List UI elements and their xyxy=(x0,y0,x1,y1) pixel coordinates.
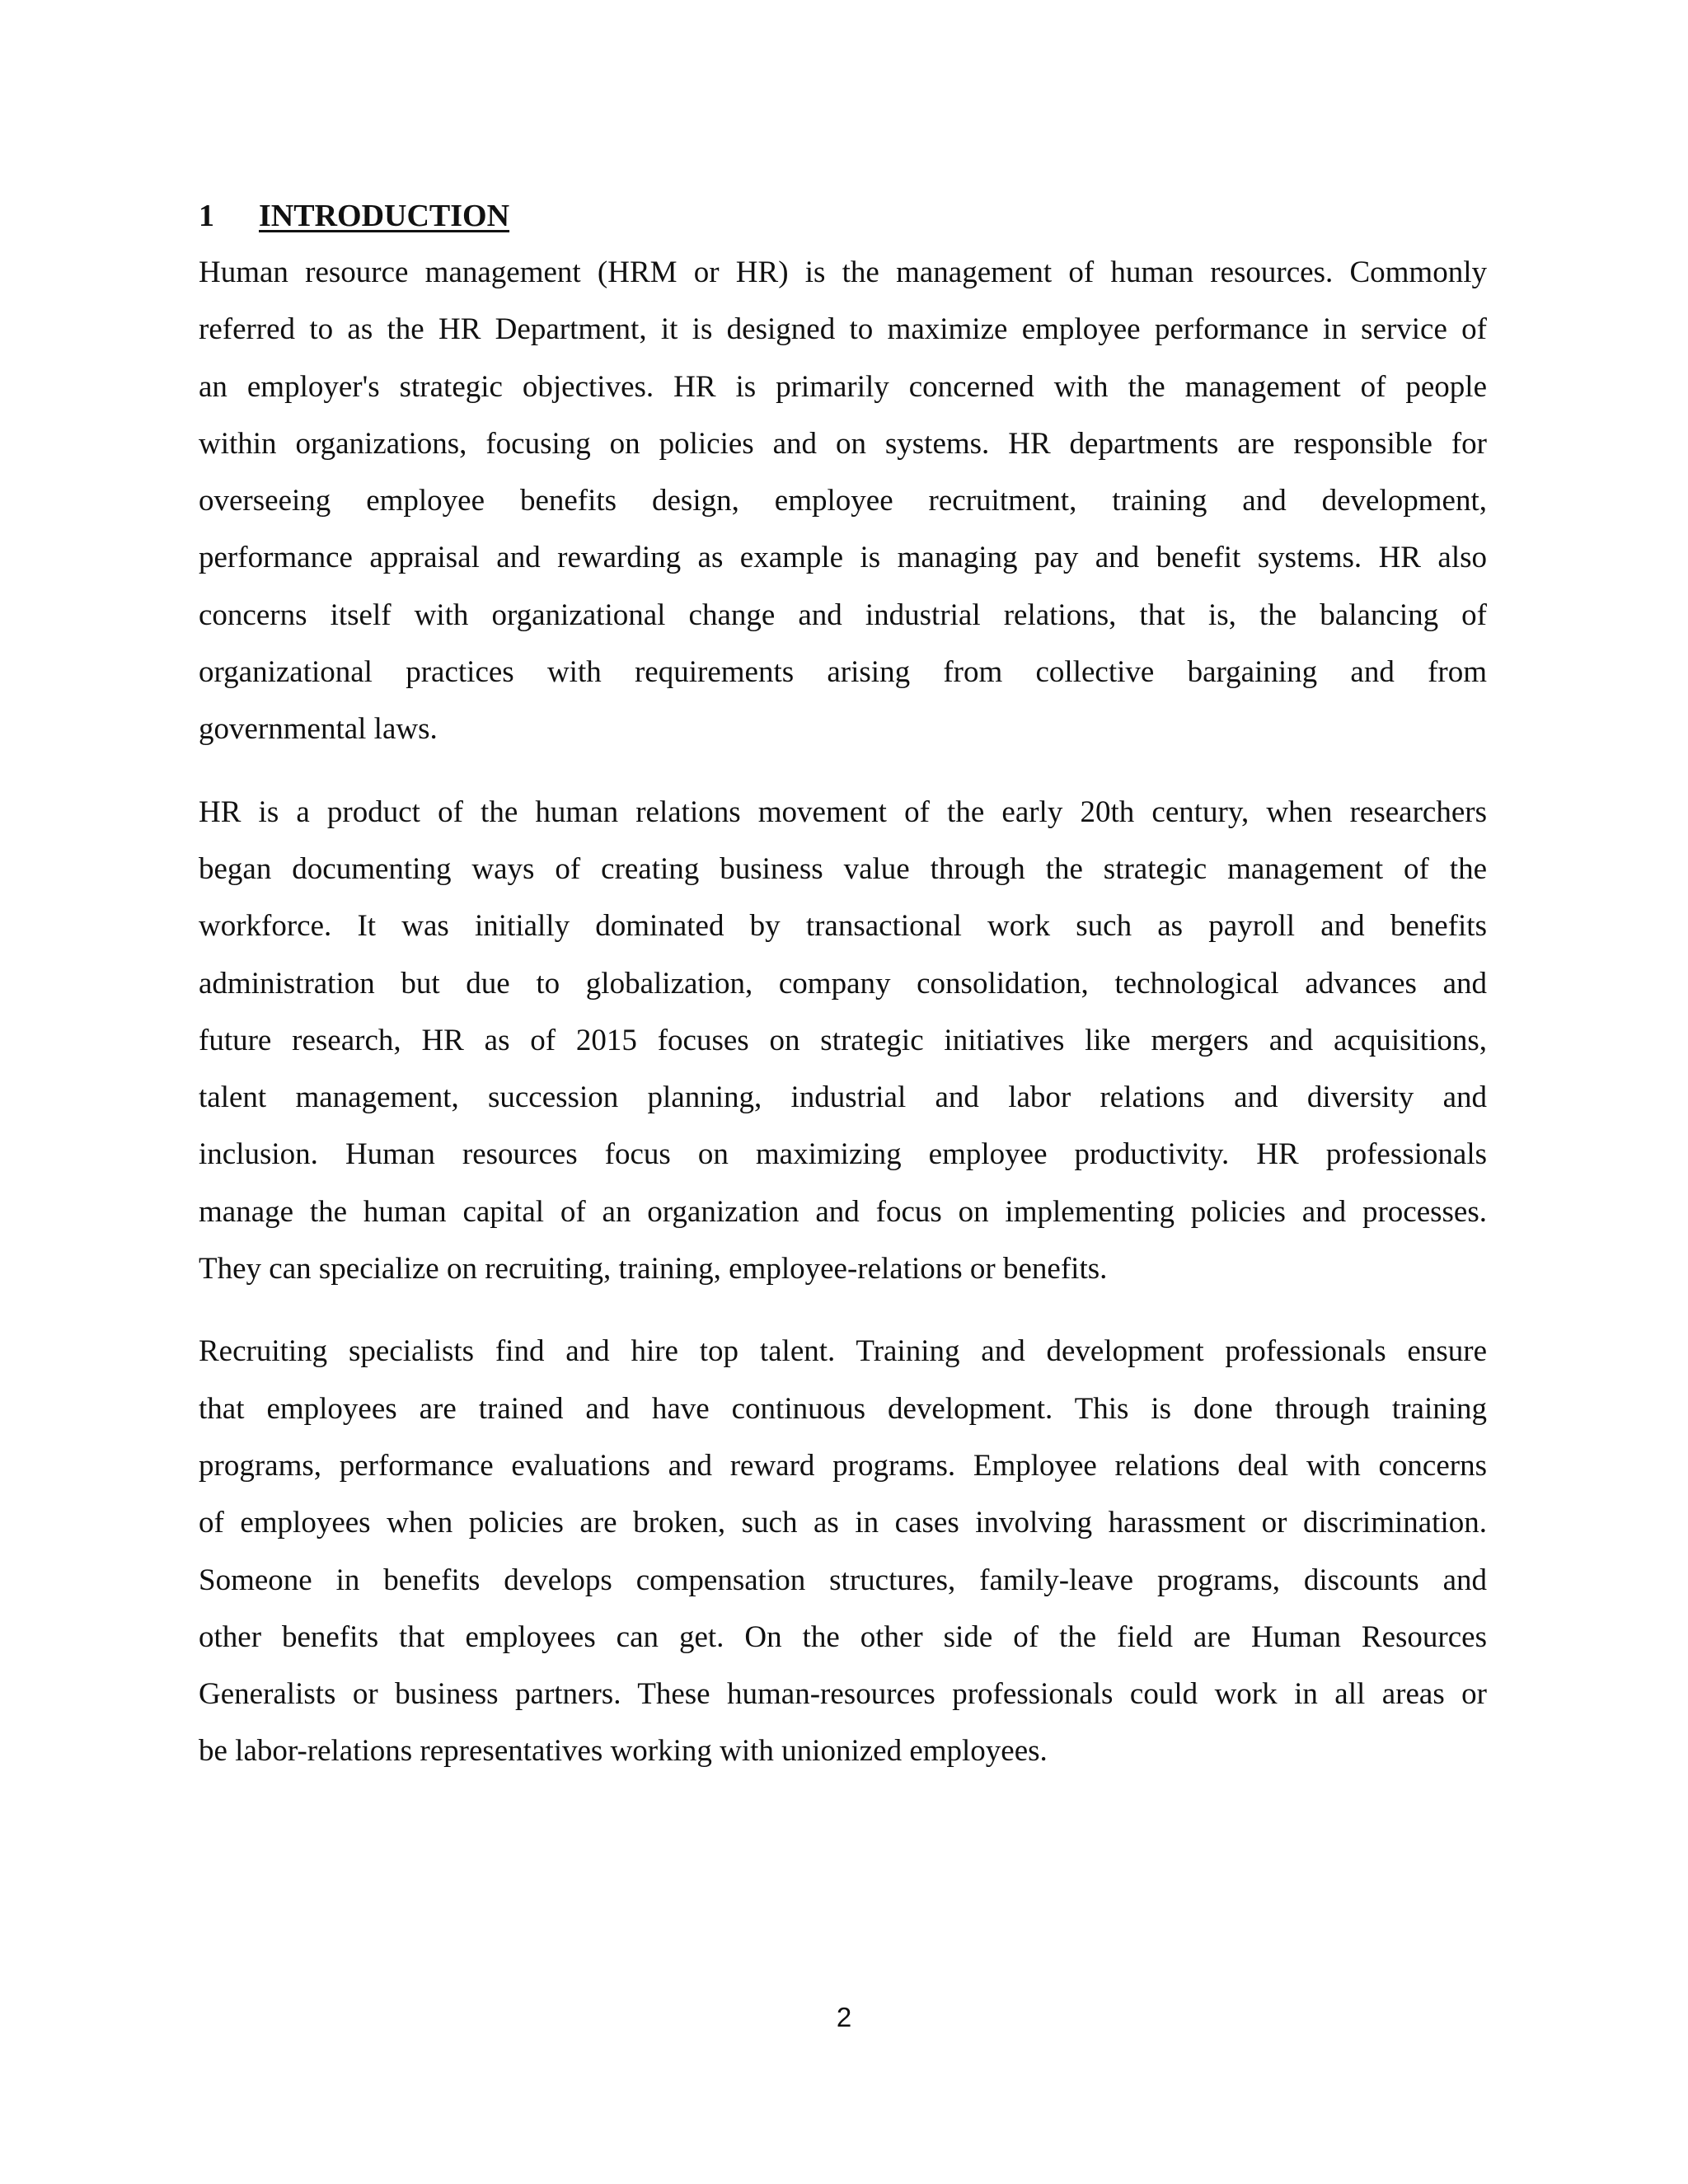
page-content xyxy=(199,188,1487,1780)
paragraph-line: manage the human capital of an organization and focus on implementing policies and processes. xyxy=(199,1194,1487,1229)
paragraph-line: an employer's strategic objectives. HR is primarily concerned with the management of people xyxy=(199,369,1487,404)
paragraph-line: overseeing employee benefits design, employee recruitment, training and development, xyxy=(199,484,1487,518)
section-number: 1 xyxy=(199,199,214,233)
paragraph-line: concerns itself with organizational change and industrial relations, that is, the balancing of xyxy=(199,598,1487,632)
paragraph-line: organizational practices with requirements arising from collective bargaining and from xyxy=(199,655,1487,690)
paragraph-2 xyxy=(199,784,1487,1298)
paragraph-line: Generalists or business partners. These human-resources professionals could work in all areas or xyxy=(199,1677,1487,1712)
paragraph-line: began documenting ways of creating business value through the strategic management of the xyxy=(199,851,1487,886)
page-number: 2 xyxy=(836,2002,852,2032)
paragraph-line: of employees when policies are broken, such as in cases involving harassment or discrimination. xyxy=(199,1506,1487,1540)
paragraph-line: talent management, succession planning, industrial and labor relations and diversity and xyxy=(199,1080,1487,1115)
paragraph-line: referred to as the HR Department, it is designed to maximize employee performance in service of xyxy=(199,312,1487,347)
paragraph-line: programs, performance evaluations and reward programs. Employee relations deal with concerns xyxy=(199,1448,1487,1483)
paragraph-line: inclusion. Human resources focus on maximizing employee productivity. HR professionals xyxy=(199,1137,1487,1172)
paragraph-line: other benefits that employees can get. On the other side of the field are Human Resources xyxy=(199,1619,1487,1654)
paragraph-line: performance appraisal and rewarding as example is managing pay and benefit systems. HR also xyxy=(199,541,1487,575)
paragraph-3 xyxy=(199,1323,1487,1779)
section-title: INTRODUCTION xyxy=(259,199,510,233)
paragraph-line: be labor-relations representatives working with unionized employees. xyxy=(199,1734,1048,1769)
paragraph-1 xyxy=(199,244,1487,758)
paragraph-line: administration but due to globalization, company consolidation, technological advances and xyxy=(199,966,1487,1001)
paragraph-line: within organizations, focusing on policies and on systems. HR departments are responsible for xyxy=(199,426,1487,461)
paragraph-line: HR is a product of the human relations movement of the early 20th century, when researchers xyxy=(199,794,1487,829)
paragraph-line: Human resource management (HRM or HR) is the management of human resources. Commonly xyxy=(199,255,1487,289)
paragraph-line: that employees are trained and have continuous development. This is done through training xyxy=(199,1391,1487,1426)
paragraph-line: future research, HR as of 2015 focuses on strategic initiatives like mergers and acquisitions, xyxy=(199,1023,1487,1057)
paragraph-line: Someone in benefits develops compensation structures, family-leave programs, discounts and xyxy=(199,1563,1487,1597)
section-heading xyxy=(199,188,1487,244)
paragraph-line: They can specialize on recruiting, training, employee-relations or benefits. xyxy=(199,1252,1108,1286)
paragraph-line: Recruiting specialists find and hire top talent. Training and development professionals ensure xyxy=(199,1334,1487,1369)
paragraph-line: workforce. It was initially dominated by transactional work such as payroll and benefits xyxy=(199,909,1487,944)
paragraph-line: governmental laws. xyxy=(199,712,438,747)
